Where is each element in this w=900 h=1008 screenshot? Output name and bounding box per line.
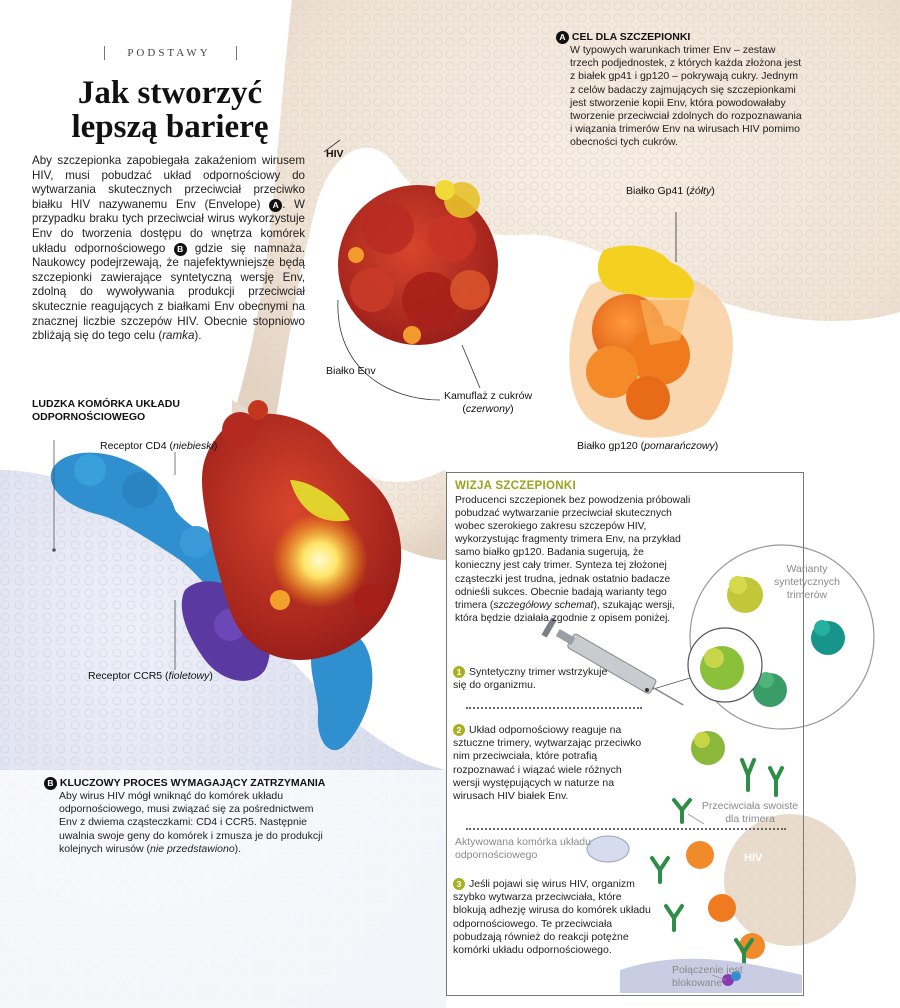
divider-1 [466, 707, 642, 709]
ccr5-label: Receptor CCR5 (fioletowy) [88, 670, 213, 682]
target-text: W typowych warunkach trimer Env – zestaw trzech podjednostek, z których każda złożona jest z białek gp41 i gp120 – pokrywają cukry. Jednym z celów badaczy zajmujących się szczepionkami jest stworzenie kopii Env, która powodowałaby tworzenie przeciwciał zdolnych do rozpoznawania i wiązania trimerów Env na wirusach HIV pomimo obecności tych cukrów. [570, 44, 802, 149]
badge-a-icon-2: A [556, 31, 569, 44]
gp120-label: Białko gp120 (pomarańczowy) [577, 440, 719, 452]
env-trimer-glycans [338, 180, 498, 345]
variants-label: Warianty syntetycznych trimerów [774, 563, 840, 601]
intro-text-4: ). [194, 329, 202, 343]
hiv-small-label: HIV [744, 852, 763, 864]
step-2-number: 2 [453, 724, 465, 736]
step-1-text: Syntetyczny trimer wstrzykuje się do organizmu. [453, 666, 608, 692]
intro-text-1: Aby szczepionka zapobiegała zakażeniom wirusem HIV, musi pobudzać układ odpornościowy do wytwarzania skutecznych przeciwciał przeciwko białku HIV nazywanemu Env (Envelope) [32, 154, 305, 211]
title-line-1: Jak stworzyć [77, 75, 263, 111]
section-kicker: PODSTAWY [127, 47, 211, 59]
intro-text-3: gdzie się namnaża. Naukowcy podejrzewają, że najefektywniejsze będą szczepionki zawierające syntetyczną wersję Env, zdolną do wywoływania produkcji przeciwciał skutecznie reagujących z białkami Env obecnymi na znacznej liczbie szczepów HIV. Obecnie stopniowo zbliżają się do tego celu ( [32, 241, 305, 343]
step-3 [453, 878, 653, 957]
title-line-2: lepszą barierę [71, 109, 269, 145]
target-heading: CEL DLA SZCZEPIONKI [571, 31, 691, 43]
camouflage-label: Kamuflaż z cukrów (czerwony) [443, 390, 533, 415]
step-1 [453, 666, 623, 692]
antibodies-label: Przeciwciała swoiste dla trimera [701, 800, 799, 825]
activated-cell-label: Aktywowana komórka układu odpornościowego [455, 836, 591, 861]
intro-text-2: . W przypadku braku tych przeciwciał wirus wykorzystuje Env do tworzenia dostępu do wnętrza komórek układu odpornościowego [32, 197, 305, 255]
badge-b-icon-2: B [44, 777, 57, 790]
cell-heading: LUDZKA KOMÓRKA UKŁADU ODPORNOŚCIOWEGO [32, 398, 180, 423]
key-process-heading: KLUCZOWY PROCES WYMAGAJĄCY ZATRZYMANIA [59, 777, 326, 789]
gp41-label: Białko Gp41 (żółty) [626, 185, 715, 197]
page-title [36, 76, 304, 144]
target-section [556, 31, 806, 150]
step-3-number: 3 [453, 878, 465, 890]
step-2-text: Układ odpornościowy reaguje na sztuczne trimery, wytwarzając przeciwko nim przeciwciała, które potrafią rozpoznawać i wiązać wiele różnych wersji występujących w naturze na wirusach HIV białek Env. [453, 724, 642, 803]
badge-a-icon: A [269, 199, 282, 212]
intro-italic: ramka [162, 329, 195, 343]
key-process-text: Aby wirus HIV mógł wniknąć do komórek układu odpornościowego, musi związać się za pośrednictwem Env z dwiema cząsteczkami: CD4 i CCR5. Następnie uwalnia swoje geny do komórek i zmusza je do produkcji kolejnych wirusów (nie przedstawiono). [59, 790, 323, 855]
blocked-label: Połączenie jest blokowane [672, 964, 743, 989]
key-process-section [44, 777, 344, 856]
intro-paragraph [32, 154, 305, 344]
cd4-label: Receptor CD4 (niebieski) [100, 440, 218, 452]
vision-heading: WIZJA SZCZEPIONKI [455, 480, 576, 492]
divider-2 [466, 828, 786, 830]
hiv-label: HIV [326, 148, 344, 160]
vision-text: Producenci szczepionek bez powodzenia próbowali pobudzać wytwarzanie przeciwciał skutecznych wobec szerokiego zakresu szczepów HIV, wykorzystując fragmenty trimera Env, na przykład samo białko gp120. Badania sugerują, że konieczny jest cały trimer. Synteza tej złożonej cząsteczki jest trudna, jednak ostatnio badacze odnieśli sukces. Obecnie badają warianty tego trimera (szczegółowy schemat), szukając wersji, która będzie działała zgodnie z opisem poniżej. [455, 495, 691, 624]
env-label: Białko Env [326, 365, 376, 377]
step-2 [453, 724, 643, 803]
step-1-number: 1 [453, 666, 465, 678]
step-3-text: Jeśli pojawi się wirus HIV, organizm szybko wytwarza przeciwciała, które blokują adhezję wirusa do komórek układu odpornościowego. Te przeciwciała pobudzają również do reakcji potężne komórki układu odpornościowego. [453, 878, 651, 957]
badge-b-icon: B [174, 243, 187, 256]
